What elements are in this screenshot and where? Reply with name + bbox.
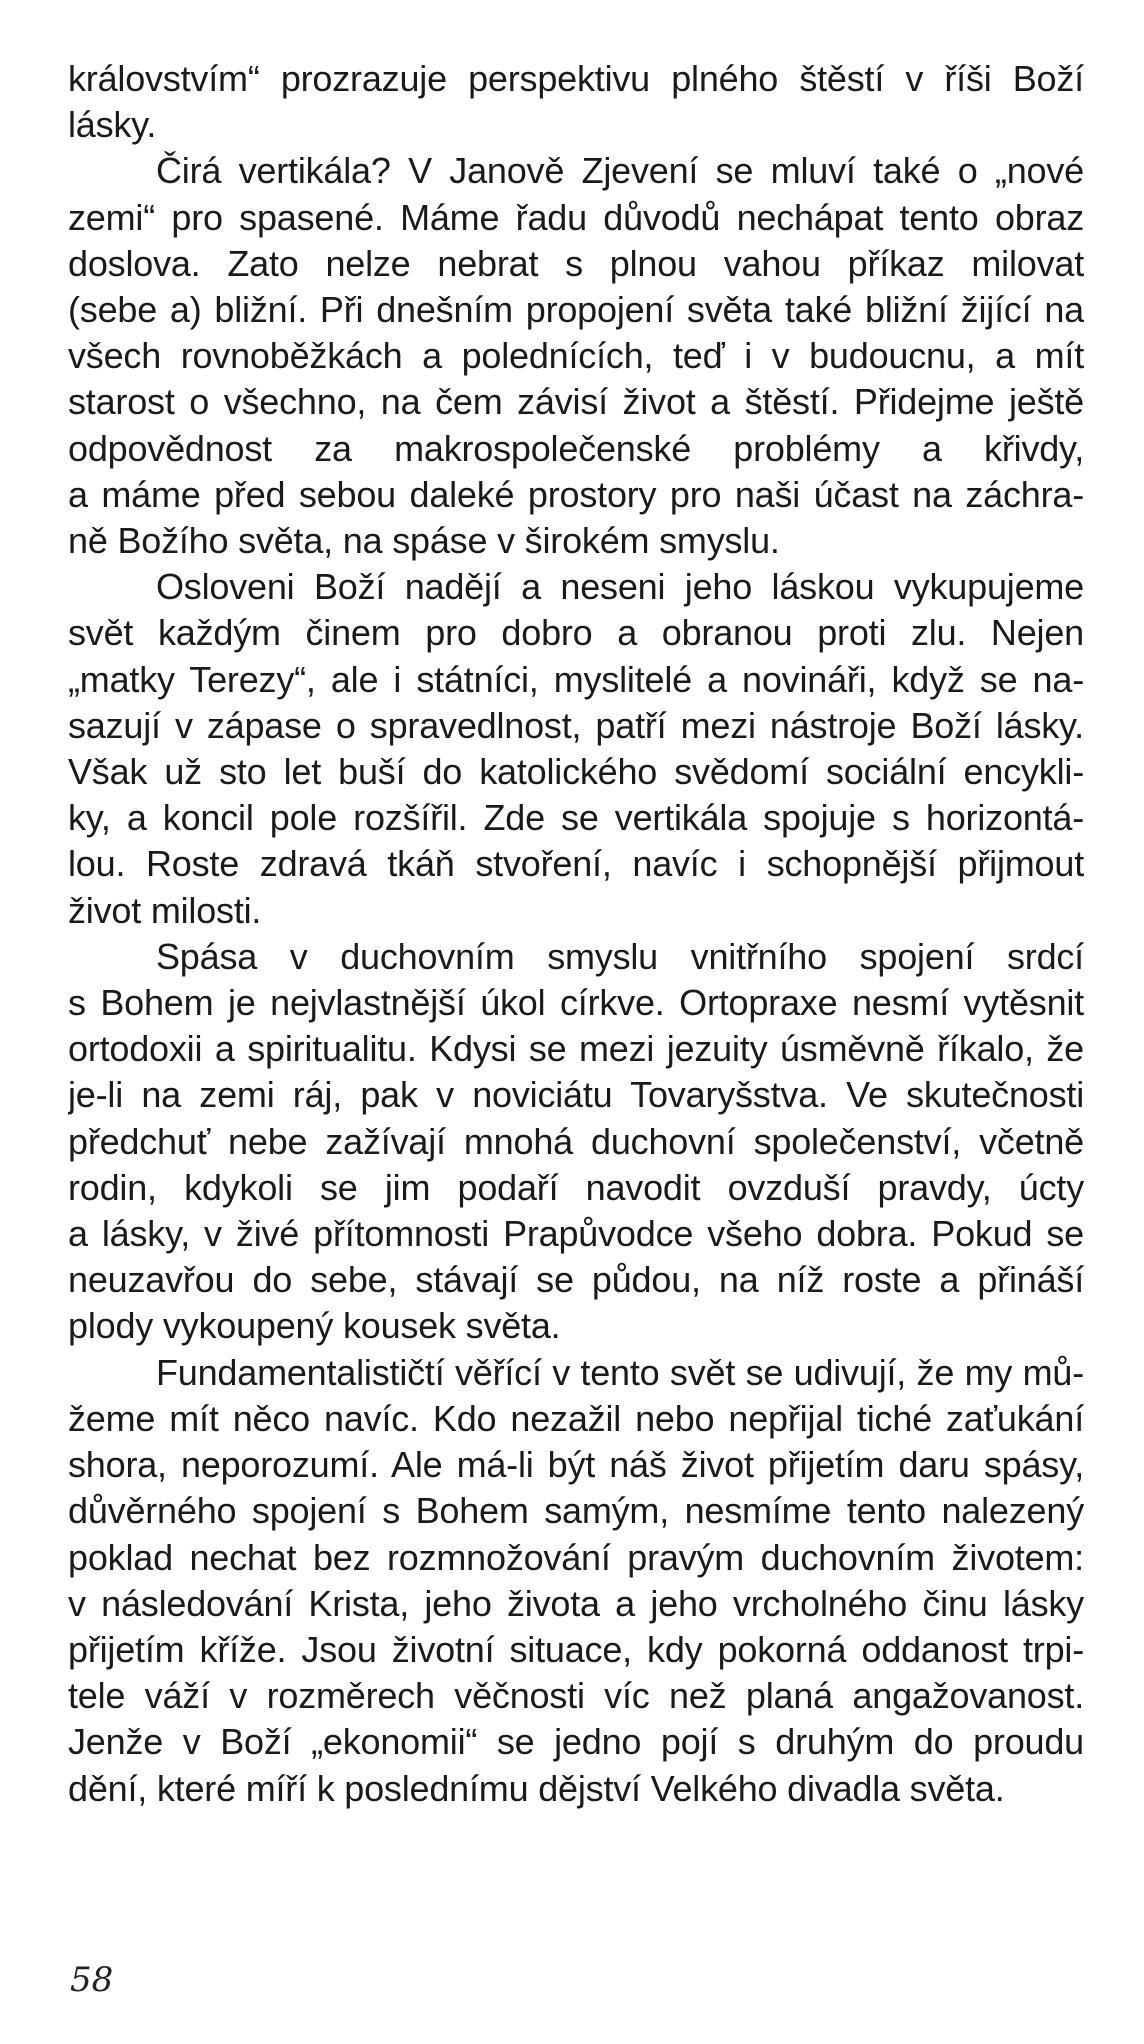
text-line: s Bohem je nejvlastnější úkol církve. Ortopraxe nesmí vytěsnit xyxy=(68,982,1084,1024)
text-line: život milosti. xyxy=(68,889,262,931)
paragraph-first-line: Fundamentalističtí věřící v tento svět se udivují, že my mů- xyxy=(156,1351,1084,1393)
text-line: přijetím kříže. Jsou životní situace, kdy pokorná oddanost trpi- xyxy=(68,1628,1084,1670)
text-line: doslova. Zato nelze nebrat s plnou vahou příkaz milovat xyxy=(68,242,1084,284)
text-line: plody vykoupený kousek světa. xyxy=(68,1305,561,1347)
text-line: je-li na zemi ráj, pak v noviciátu Tovaryšstva. Ve skutečnosti xyxy=(68,1074,1084,1116)
text-line: sazují v zápase o spravedlnost, patří mezi nástroje Boží lásky. xyxy=(68,704,1084,746)
body-text xyxy=(68,56,1084,1812)
text-line: a máme před sebou daleké prostory pro naši účast na záchra- xyxy=(68,473,1084,515)
text-line: v následování Krista, jeho života a jeho vrcholného činu lásky xyxy=(68,1582,1084,1624)
text-line: lásky. xyxy=(68,104,157,146)
text-line: rodin, kdykoli se jim podaří navodit ovzduší pravdy, úcty xyxy=(68,1166,1084,1208)
text-line: ky, a koncil pole rozšířil. Zde se vertikála spojuje s horizontá- xyxy=(68,797,1084,839)
text-line: ně Božího světa, na spáse v širokém smyslu. xyxy=(68,520,780,562)
text-line: odpovědnost za makrospolečenské problémy a křivdy, xyxy=(68,427,1084,469)
text-line: dění, které míří k poslednímu dějství Velkého divadla světa. xyxy=(68,1767,1005,1809)
text-line: Však už sto let buší do katolického svědomí sociální encykli- xyxy=(68,751,1084,793)
text-line: tele váží v rozměrech věčnosti víc než planá angažovanost. xyxy=(68,1675,1084,1717)
text-line: Jenže v Boží „ekonomii“ se jedno pojí s druhým do proudu xyxy=(68,1721,1084,1763)
text-line: ortodoxii a spiritualitu. Kdysi se mezi jezuity úsměvně říkalo, že xyxy=(68,1028,1084,1070)
paragraph-first-line: Čirá vertikála? V Janově Zjevení se mluví také o „nové xyxy=(156,150,1084,192)
text-line: shora, neporozumí. Ale má-li být náš život přijetím daru spásy, xyxy=(68,1444,1084,1486)
text-line: a lásky, v živé přítomnosti Prapůvodce všeho dobra. Pokud se xyxy=(68,1213,1084,1255)
text-line: zemi“ pro spasené. Máme řadu důvodů nechápat tento obraz xyxy=(68,196,1084,238)
text-line: (sebe a) bližní. Při dnešním propojení světa také bližní žijící na xyxy=(68,289,1084,331)
text-line: žeme mít něco navíc. Kdo nezažil nebo nepřijal tiché zaťukání xyxy=(68,1397,1084,1439)
text-line: předchuť nebe zažívají mnohá duchovní společenství, včetně xyxy=(68,1120,1084,1162)
text-line: poklad nechat bez rozmnožování pravým duchovním životem: xyxy=(68,1536,1084,1578)
text-line: důvěrného spojení s Bohem samým, nesmíme tento nalezený xyxy=(68,1490,1084,1532)
text-line: lou. Roste zdravá tkáň stvoření, navíc i schopnější přijmout xyxy=(68,843,1084,885)
paragraph-first-line: Osloveni Boží nadějí a neseni jeho láskou vykupujeme xyxy=(156,566,1084,608)
page-number: 58 xyxy=(70,1960,114,2000)
paragraph-first-line: Spása v duchovním smyslu vnitřního spojení srdcí xyxy=(156,935,1084,977)
text-line: všech rovnoběžkách a polednících, teď i v budoucnu, a mít xyxy=(68,335,1084,377)
text-line: starost o všechno, na čem závisí život a štěstí. Přidejme ještě xyxy=(68,381,1084,423)
text-line: „matky Terezy“, ale i státníci, myslitelé a novináři, když se na- xyxy=(68,658,1084,700)
text-line: neuzavřou do sebe, stávají se půdou, na níž roste a přináší xyxy=(68,1259,1084,1301)
text-line: královstvím“ prozrazuje perspektivu plného štěstí v říši Boží xyxy=(68,58,1084,99)
text-line: svět každým činem pro dobro a obranou proti zlu. Nejen xyxy=(68,612,1084,654)
